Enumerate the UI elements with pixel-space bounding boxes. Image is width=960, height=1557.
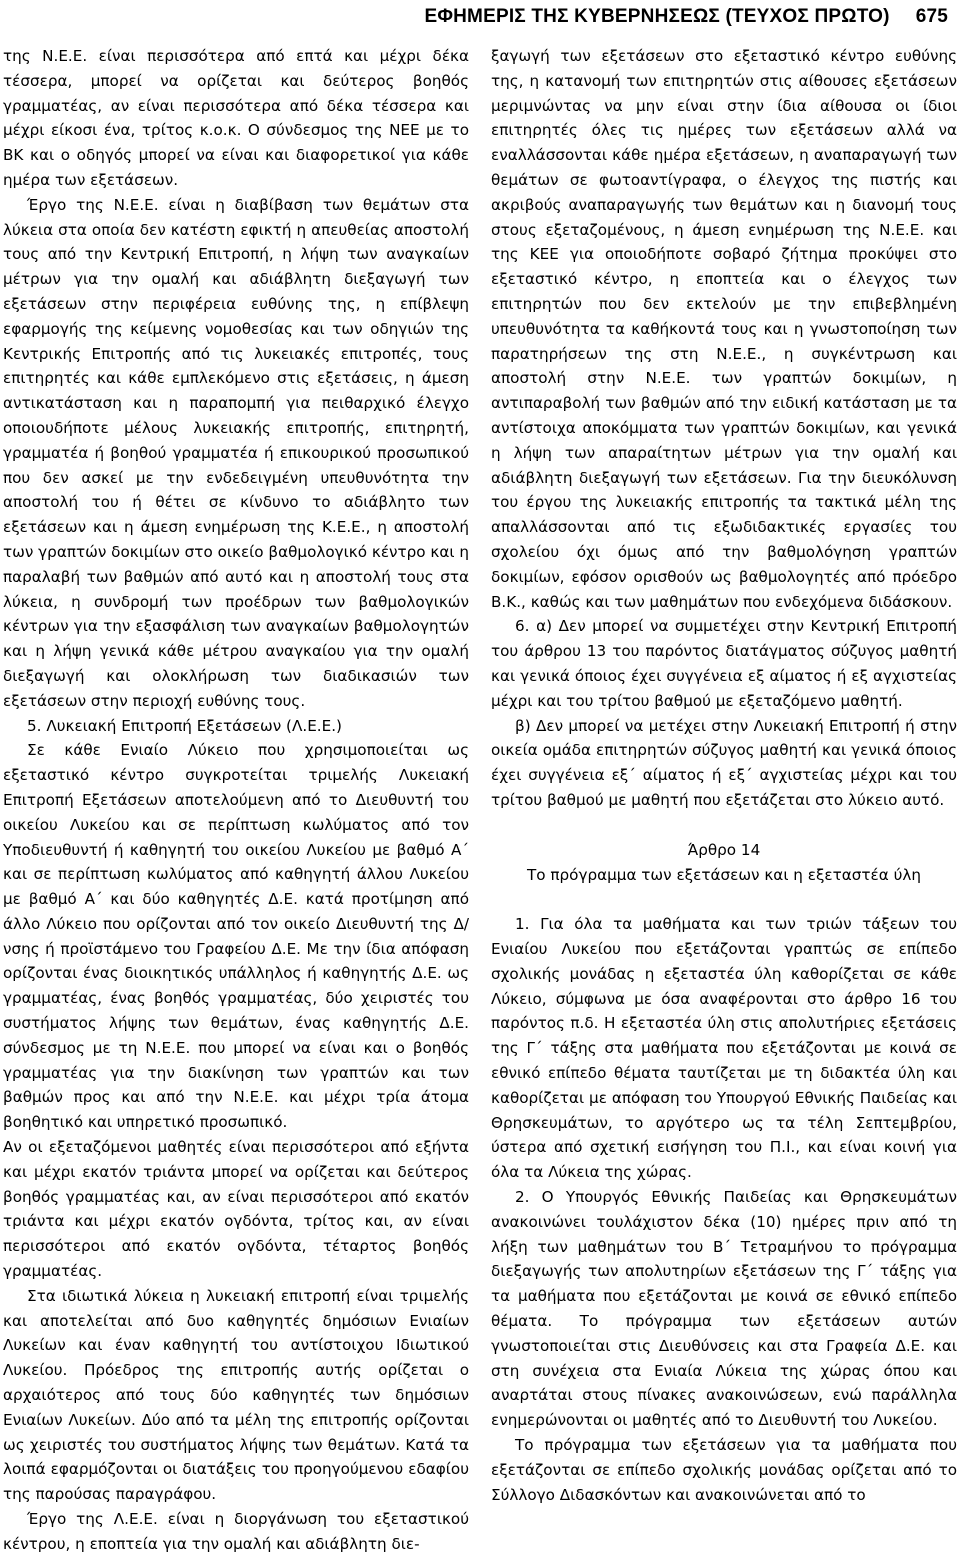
left-column (3, 44, 469, 1557)
paragraph: Στα ιδιωτικά λύκεια η λυκειακή επιτροπή είναι τριμελής και αποτελείται από δυο καθηγητές δημόσιων Ενιαίων Λυκείων και έναν καθηγητή του αντίστοιχου Ιδιωτικού Λυκείου. Πρόεδρος της επιτροπής αυτής ορίζεται ο αρχαιότερος από τους δύο καθηγητές των δημόσιων Ενιαίων Λυκείων. Δύο από τα μέλη της επιτροπής ορίζονται ως χειριστές του συστήματος λήψης των θεμάτων. Κατά τα λοιπά εφαρμόζονται οι διατάξεις του προηγούμενου εδαφίου της παρούσας παραγράφου. (3, 1286, 469, 1504)
paragraph: β) Δεν μπορεί να μετέχει στην Λυκειακή Επιτροπή ή στην οικεία ομάδα επιτηρητών σύζυγος μαθητή και γενικά όποιος έχει συγγένεια εξ΄ αίματος ή εξ΄ αγχιστείας μέχρι και του τρίτου βαθμού με μαθητή που εξετάζεται στο λύκειο αυτό. (491, 716, 957, 809)
page-header (424, 6, 948, 28)
paragraph: Έργο της Ν.Ε.Ε. είναι η διαβίβαση των θεμάτων στα λύκεια στα οποία δεν κατέστη εφικτή η απευθείας αποστολή τους από την Κεντρική Επιτροπή, η λήψη των αναγκαίων μέτρων για την ομαλή και αδιάβλητη διεξαγωγή των εξετάσεων στην περιφέρεια ευθύνης της, η επίβλεψη εφαρμογής της κείμενης νομοθεσίας και των οδηγιών της Κεντρικής Επιτροπής από τις λυκειακές επιτροπές, τους επιτηρητές και κάθε εμπλεκόμενο στις εξετάσεις, η άμεση αντικατάσταση και η παραπομπή για πειθαρχικό έλεγχο οποιουδήποτε μέλους λυκειακής επιτροπής, επιτηρητή, γραμματέα ή βοηθού γραμματέα ή επικουρικού προσωπικού που δεν ασκεί με την ενδεδειγμένη υπευθυνότητα την αποστολή του ή θέτει σε κίνδυνο το αδιάβλητο των εξετάσεων και η άμεση ενημέρωση της Κ.Ε.Ε., η αποστολή των γραπτών δοκιμίων στο οικείο βαθμολογικό κέντρο και η παραλαβή των βαθμών από αυτό και η αποστολή τους στα λύκεια, η συνδρομή των προέδρων των βαθμολογικών κέντρων για την εξασφάλιση των αναγκαίων βαθμολογητών και η λήψη γενικά κάθε μέτρου αναγκαίου για την ομαλή διεξαγωγή και ολοκλήρωση των διαδικασιών των εξετάσεων στην περιοχή ευθύνης τους. (3, 195, 469, 710)
article-number: Άρθρο 14 (687, 840, 761, 859)
gazette-title: ΕΦΗΜΕΡΙΣ ΤΗΣ ΚΥΒΕΡΝΗΣΕΩΣ (ΤΕΥΧΟΣ ΠΡΩΤΟ) (424, 6, 890, 27)
paragraph: Σε κάθε Ενιαίο Λύκειο που χρησιμοποιείται ως εξεταστικό κέντρο συγκροτείται τριμελής Λυκειακή Επιτροπή Εξετάσεων αποτελούμενη από το Διευθυντή του οικείου Λυκείου και σε περίπτωση κωλύματος από τον Υποδιευθυντή ή καθηγητή του οικείου Λυκείου με βαθμό Α΄ και σε περίπτωση κωλύματος από καθηγητή άλλου Λυκείου με βαθμό Α΄ και δύο καθηγητές Δ.Ε. κατά προτίμηση από άλλο Λύκειο που ορίζονται από τον οικείο Διευθυντή της Δ/νσης ή προϊστάμενο του Γραφείου Δ.Ε. Με την ίδια απόφαση ορίζονται ένας διοικητικός υπάλληλος ή καθηγητής Δ.Ε. ως γραμματέας, ένας βοηθός γραμματέας, δύο χειριστές του συστήματος λήψης των θεμάτων, ένας καθηγητής Δ.Ε. σύνδεσμος με τη Ν.Ε.Ε. που μπορεί να είναι και ο βοηθός γραμματέας για την διακίνηση των γραπτών και των βαθμών προς και από την Ν.Ε.Ε. και μέχρι τρία άτομα βοηθητικό και υπηρετικό προσωπικό. (3, 741, 469, 1132)
paragraph: Το πρόγραμμα των εξετάσεων για τα μαθήματα που εξετάζονται σε επίπεδο σχολικής μονάδας ορίζεται από το Σύλλογο Διδασκόντων και ανακοινώνεται από το (491, 1436, 957, 1504)
right-column (491, 44, 957, 1507)
paragraph: Έργο της Λ.Ε.Ε. είναι η διοργάνωση του εξεταστικού κέντρου, η εποπτεία για την ομαλή και αδιάβλητη διε- (3, 1510, 469, 1553)
page-number: 675 (915, 6, 948, 27)
article-title: Το πρόγραμμα των εξετάσεων και η εξεταστέα ύλη (527, 865, 921, 884)
paragraph: της Ν.Ε.Ε. είναι περισσότερα από επτά και μέχρι δέκα τέσσερα, μπορεί να ορίζεται και δεύτερος βοηθός γραμματέας, αν είναι περισσότερα από δέκα τέσσερα και μέχρι είκοσι ένα, τρίτος κ.ο.κ. Ο σύνδεσμος της ΝΕΕ με το ΒΚ και ο οδηγός μπορεί να είναι και διαφορετικοί για κάθε ημέρα των εξετάσεων. (3, 47, 469, 189)
paragraph: 6. α) Δεν μπορεί να συμμετέχει στην Κεντρική Επιτροπή του άρθρου 13 του παρόντος διατάγματος σύζυγος μαθητή και γενικά όποιος έχει συγγένεια εξ αίματος ή εξ αγχιστείας μέχρι και του τρίτου βαθμού με εξεταζόμενο μαθητή. (491, 617, 957, 710)
spacer (491, 887, 957, 912)
paragraph: ξαγωγή των εξετάσεων στο εξεταστικό κέντρο ευθύνης της, η κατανομή των επιτηρητών στις αίθουσες εξετάσεων μεριμνώντας να μην είναι στην ίδια αίθουσα οι ίδιοι επιτηρητές όλες τις ημέρες των εξετάσεων αλλά να εναλλάσσονται κάθε ημέρα εξετάσεων, η αναπαραγωγή των θεμάτων σε φωτοαντίγραφα, ο έλεγχος της πιστής και ακριβούς αναπαραγωγής των θεμάτων και η διανομή τους στους εξεταζομένους, η άμεση ενημέρωση της Ν.Ε.Ε. και της ΚΕΕ για οποιοδήποτε σοβαρό ζήτημα προκύψει στο εξεταστικό κέντρο, η εποπτεία και ο έλεγχος των επιτηρητών που δεν εκτελούν με την επιβεβλημένη υπευθυνότητα τα καθήκοντά τους και η γνωστοποίηση των παρατηρήσεων της στη Ν.Ε.Ε., η συγκέντρωση και αποστολή στην Ν.Ε.Ε. των γραπτών δοκιμίων, η αντιπαραβολή των βαθμών από την ειδική κατάσταση με τα αντίστοιχα αποκόμματα των γραπτών δοκιμίων, και γενικά η λήψη των απαραίτητων μέτρων για την ομαλή και αδιάβλητη διεξαγωγή των εξετάσεων. Για την διευκόλυνση του έργου της λυκειακής επιτροπής τα τακτικά μέλη της απαλλάσσονται από τις εξωδιδακτικές εργασίες του σχολείου όχι όμως από την βαθμολόγηση γραπτών δοκιμίων, εφόσον ορισθούν ως βαθμολογητές από πρόεδρο Β.Κ., καθώς και των μαθημάτων που ενδεχόμενα διδάσκουν. (491, 47, 957, 611)
section-heading: 5. Λυκειακή Επιτροπή Εξετάσεων (Λ.Ε.Ε.) (27, 716, 342, 735)
paragraph: Αν οι εξεταζόμενοι μαθητές είναι περισσότεροι από εξήντα και μέχρι εκατόν τριάντα μπορεί να ορίζεται και δεύτερος βοηθός γραμματέας και, αν είναι περισσότεροι από εκατόν τριάντα και μέχρι εκατόν ογδόντα, τρίτος και, αν είναι περισσότεροι από εκατόν ογδόντα, τέταρτος βοηθός γραμματέας. (3, 1138, 469, 1281)
paragraph: 2. Ο Υπουργός Εθνικής Παιδείας και Θρησκευμάτων ανακοινώνει τουλάχιστον δέκα (10) ημέρες πριν από τη λήξη των μαθημάτων του Β΄ Τετραμήνου το πρόγραμμα διεξαγωγής των απολυτηρίων εξετάσεων της Γ΄ τάξης για τα μαθήματα που εξετάζονται με κοινά σε εθνικό επίπεδο θέματα. Το πρόγραμμα των εξετάσεων αυτών γνωστοποιείται στις Διευθύνσεις και στα Γραφεία Δ.Ε. και στη συνέχεια στα Ενιαία Λύκεια της χώρας όπου και αναρτάται στους πίνακες ανακοινώσεων, ενώ παράλληλα ενημερώνονται οι μαθητές από το Διευθυντή του Λυκείου. (491, 1188, 957, 1430)
paragraph: 1. Για όλα τα μαθήματα και των τριών τάξεων του Ενιαίου Λυκείου που εξετάζονται γραπτώς σε επίπεδο σχολικής μονάδας η εξεταστέα ύλη καθορίζεται σε κάθε Λύκειο, σύμφωνα με όσα αναφέρονται στο άρθρο 16 του παρόντος π.δ. Η εξεταστέα ύλη στις απολυτήριες εξετάσεις της Γ΄ τάξης στα μαθήματα που εξετάζονται με κοινά σε εθνικό επίπεδο θέματα ταυτίζεται με τη διδακτέα ύλη και καθορίζεται με απόφαση του Υπουργού Εθνικής Παιδείας και Θρησκευμάτων, το αργότερο ως τα τέλη Σεπτεμβρίου, ύστερα από σχετική εισήγηση του Π.Ι., και είναι κοινή για όλα τα Λύκεια της χώρας. (491, 915, 957, 1182)
spacer (491, 813, 957, 838)
